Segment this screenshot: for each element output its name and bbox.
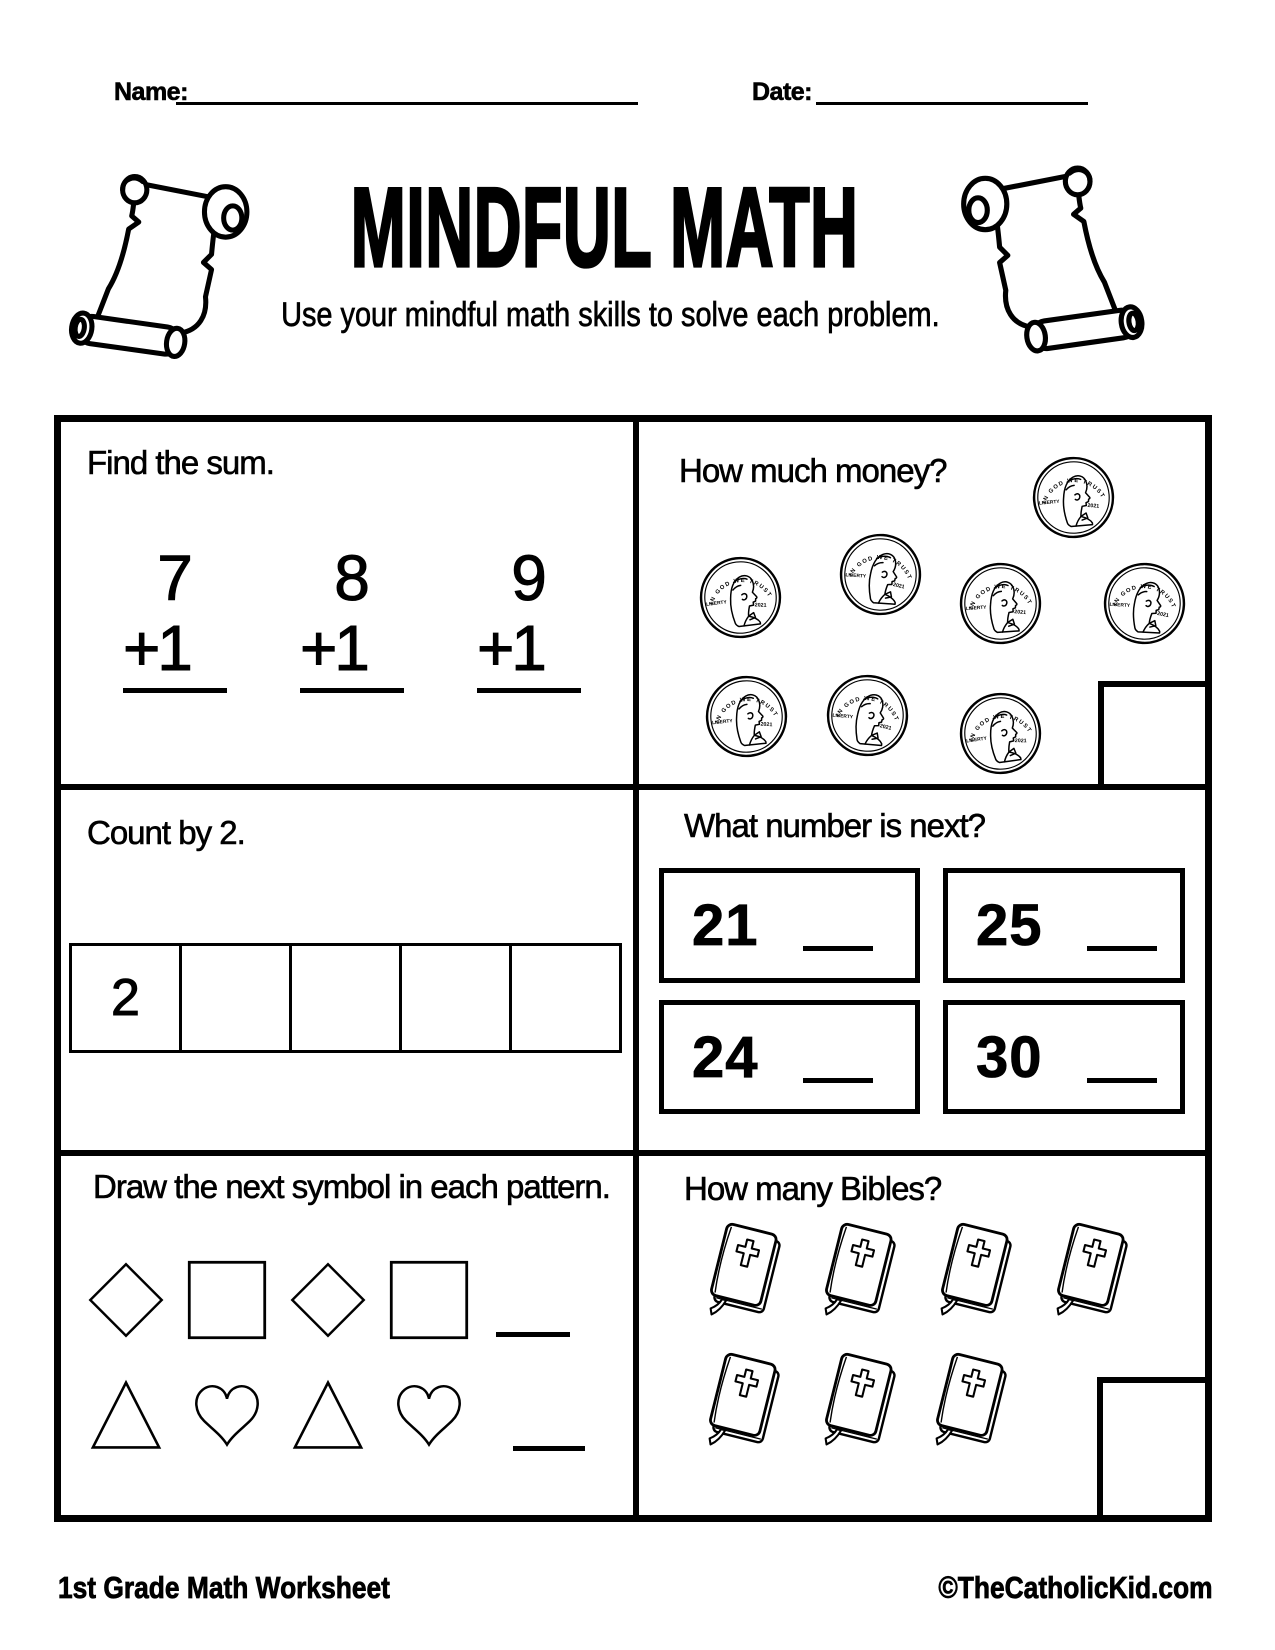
answer-line: [123, 688, 227, 693]
answer-line: [300, 688, 404, 693]
count-box: [509, 943, 622, 1053]
number-value: 30: [976, 1024, 1043, 1090]
date-line: [816, 79, 1088, 105]
pattern-blank: [496, 1332, 570, 1337]
bible-icon: [812, 1218, 906, 1328]
count-box: [179, 943, 292, 1053]
answer-box: [1097, 1377, 1205, 1515]
top-addend: 9: [511, 542, 547, 614]
section-next-number: [639, 790, 1205, 1150]
page-title: MINDFUL MATH: [351, 165, 859, 291]
find-sum-heading: Find the sum.: [87, 444, 274, 481]
count-box: [289, 943, 402, 1053]
plus-sign: +: [477, 612, 515, 684]
answer-blank: [1087, 946, 1157, 951]
section-money: [639, 422, 1205, 784]
date-label: Date:: [752, 78, 813, 106]
penny-icon: [954, 687, 1048, 781]
number-value: 21: [692, 893, 759, 958]
bible-icon: [928, 1218, 1022, 1328]
bible-icon: [923, 1348, 1017, 1458]
answer-line: [477, 688, 581, 693]
number-value: 24: [692, 1024, 759, 1090]
pattern-heading: Draw the next symbol in each pattern.: [93, 1168, 610, 1205]
pattern-row: [75, 1375, 479, 1455]
penny-icon: [956, 559, 1045, 648]
number-box: [659, 868, 920, 983]
penny-icon: [694, 551, 786, 643]
bible-icon: [697, 1218, 791, 1328]
answer-blank: [1087, 1078, 1157, 1083]
diamond-shape: [290, 1252, 366, 1348]
bibles-heading: How many Bibles?: [684, 1170, 942, 1207]
section-bibles: [639, 1156, 1205, 1515]
bible-icon: [1044, 1218, 1138, 1328]
top-addend: 8: [334, 542, 370, 614]
name-label: Name:: [114, 78, 188, 106]
bible-icon: [812, 1348, 906, 1458]
section-pattern: [61, 1156, 633, 1515]
footer-credit: ©TheCatholicKid.com: [938, 1570, 1213, 1605]
plus-sign: +: [300, 612, 338, 684]
answer-blank: [803, 1078, 873, 1083]
answer-box: [1098, 681, 1205, 784]
square-shape: [388, 1257, 470, 1343]
penny-icon: [1101, 560, 1188, 647]
number-value: 25: [976, 893, 1043, 958]
penny-icon: [823, 671, 913, 761]
section-count-by-two: [61, 790, 633, 1150]
pattern-blank: [513, 1446, 585, 1451]
answer-blank: [803, 946, 873, 951]
heart-shape: [188, 1378, 266, 1452]
addition-problem: [123, 542, 227, 693]
number-box: [659, 1000, 920, 1114]
count-start-value: 2: [111, 969, 140, 1027]
addition-problem: [477, 542, 581, 693]
count-heading: Count by 2.: [87, 814, 245, 851]
triangle-shape: [288, 1379, 368, 1451]
count-box: [69, 943, 182, 1053]
pattern-row: [75, 1250, 479, 1350]
square-shape: [186, 1257, 268, 1343]
triangle-shape: [86, 1379, 166, 1451]
worksheet-grid: [54, 415, 1212, 1522]
penny-icon: [836, 530, 925, 619]
number-box: [943, 868, 1185, 983]
bottom-addend: 1: [157, 612, 193, 684]
top-addend: 7: [157, 542, 193, 614]
penny-icon: [1029, 453, 1119, 543]
page-subtitle: Use your mindful math skills to solve each problem.: [280, 296, 940, 334]
name-line: [176, 79, 638, 105]
bottom-addend: 1: [334, 612, 370, 684]
footer-worksheet-label: 1st Grade Math Worksheet: [58, 1570, 390, 1605]
section-find-sum: [61, 422, 633, 784]
bottom-addend: 1: [511, 612, 547, 684]
bible-icon: [696, 1348, 790, 1458]
count-box: [399, 943, 512, 1053]
penny-icon: [701, 671, 792, 762]
heart-shape: [390, 1378, 468, 1452]
plus-sign: +: [123, 612, 161, 684]
money-heading: How much money?: [679, 452, 947, 489]
addition-problem: [300, 542, 404, 693]
next-number-heading: What number is next?: [684, 807, 985, 844]
diamond-shape: [88, 1252, 164, 1348]
number-box: [943, 1000, 1185, 1114]
